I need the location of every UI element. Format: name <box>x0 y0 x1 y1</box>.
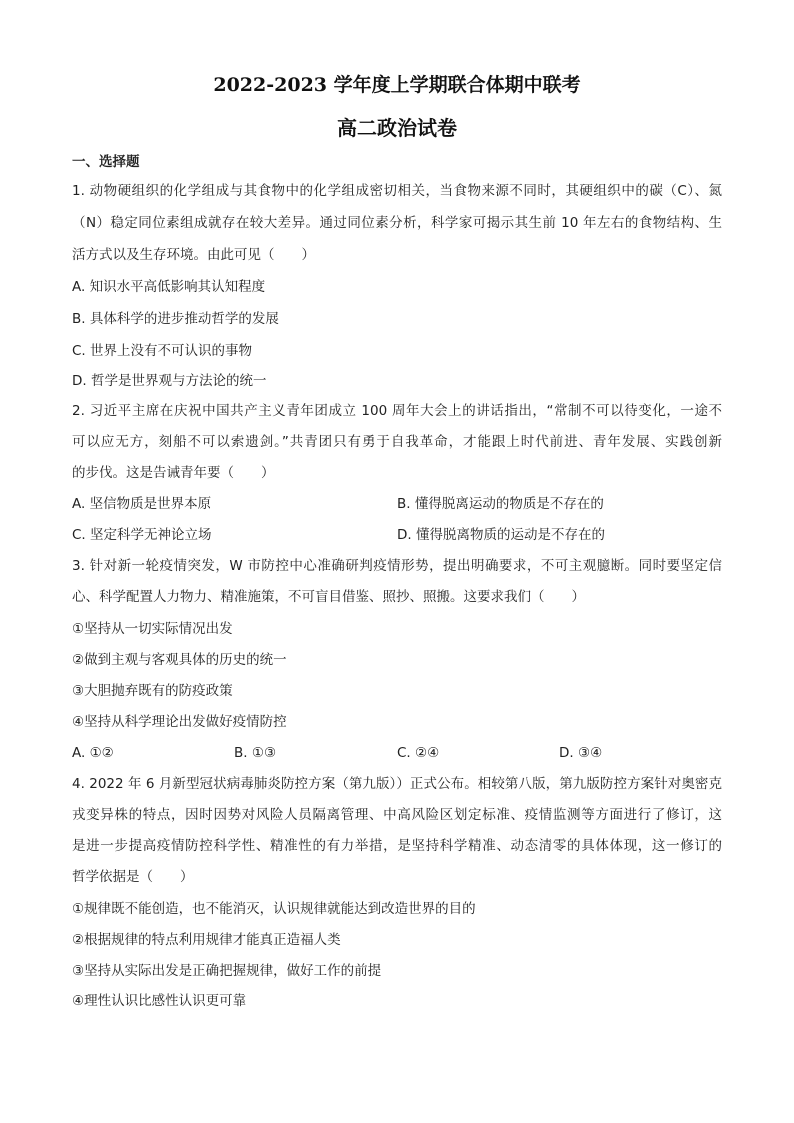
question-4-line-3: 是进一步提高疫情防控科学性、精准性的有力举措，是坚持科学精准、动态清零的具体体现，这一修订的 <box>72 838 722 854</box>
question-3-option-a: A. ①② <box>72 745 114 761</box>
question-3-item-3: ③大胆抛弃既有的防疫政策 <box>72 683 233 699</box>
question-1-option-d: D. 哲学是世界观与方法论的统一 <box>72 373 267 389</box>
question-1-line-1: 1. 动物硬组织的化学组成与其食物中的化学组成密切相关，当食物来源不同时，其硬组织中的碳（C）、氮 <box>72 183 722 199</box>
question-4-line-2: 戎变异株的特点，因时因势对风险人员隔离管理、中高风险区划定标准、疫情监测等方面进行了修订，这 <box>72 807 722 823</box>
question-4-line-1: 4. 2022 年 6 月新型冠状病毒肺炎防控方案（第九版））正式公布。相较第八版，第九版防控方案针对奥密克 <box>72 776 722 792</box>
question-2-line-3: 的步伐。这是告诫青年要（ ） <box>72 465 275 481</box>
question-2-option-d: D. 懂得脱离物质的运动是不存在的 <box>397 527 605 543</box>
question-4-item-2: ②根据规律的特点利用规律才能真正造福人类 <box>72 932 341 948</box>
question-3-item-2: ②做到主观与客观具体的历史的统一 <box>72 652 287 668</box>
question-4-item-4: ④理性认识比感性认识更可靠 <box>72 993 247 1009</box>
question-4-line-4: 哲学依据是（ ） <box>72 869 194 885</box>
question-3-item-1: ①坚持从一切实际情况出发 <box>72 621 233 637</box>
question-2-option-a: A. 坚信物质是世界本原 <box>72 496 212 512</box>
exam-title: 2022-2023 学年度上学期联合体期中联考 <box>213 74 581 96</box>
question-2-line-1: 2. 习近平主席在庆祝中国共产主义青年团成立 100 周年大会上的讲话指出，“常制不可以待变化，一途不 <box>72 403 722 419</box>
question-2-option-c: C. 坚定科学无神论立场 <box>72 527 212 543</box>
question-3-option-b: B. ①③ <box>234 745 277 761</box>
question-4-item-1: ①规律既不能创造，也不能消灭，认识规律就能达到改造世界的目的 <box>72 901 476 917</box>
question-1-option-c: C. 世界上没有不可认识的事物 <box>72 343 253 359</box>
exam-subtitle: 高二政治试卷 <box>337 116 457 140</box>
question-3-option-c: C. ②④ <box>397 745 440 761</box>
question-3-line-2: 心、科学配置人力物力、精准施策，不可盲目借鉴、照抄、照搬。这要求我们（ ） <box>72 589 585 605</box>
question-1-option-b: B. 具体科学的进步推动哲学的发展 <box>72 311 279 327</box>
section-heading: 一、选择题 <box>72 154 140 170</box>
question-3-line-1: 3. 针对新一轮疫情突发，W 市防控中心准确研判疫情形势，提出明确要求，不可主观臆断。同时要坚定信 <box>72 558 722 574</box>
question-2-option-b: B. 懂得脱离运动的物质是不存在的 <box>397 496 604 512</box>
question-3-option-d: D. ③④ <box>559 745 603 761</box>
question-1-line-3: 活方式以及生存环境。由此可见（ ） <box>72 247 315 263</box>
question-1-option-a: A. 知识水平高低影响其认知程度 <box>72 279 266 295</box>
question-4-item-3: ③坚持从实际出发是正确把握规律，做好工作的前提 <box>72 963 382 979</box>
question-2-line-2: 可以应无方，刻船不可以索遗剑。”共青团只有勇于自我革命，才能跟上时代前进、青年发展、实践创新 <box>72 434 722 450</box>
question-3-item-4: ④坚持从科学理论出发做好疫情防控 <box>72 714 287 730</box>
question-1-line-2: （N）稳定同位素组成就存在较大差异。通过同位素分析，科学家可揭示其生前 10 年左右的食物结构、生 <box>72 215 722 231</box>
